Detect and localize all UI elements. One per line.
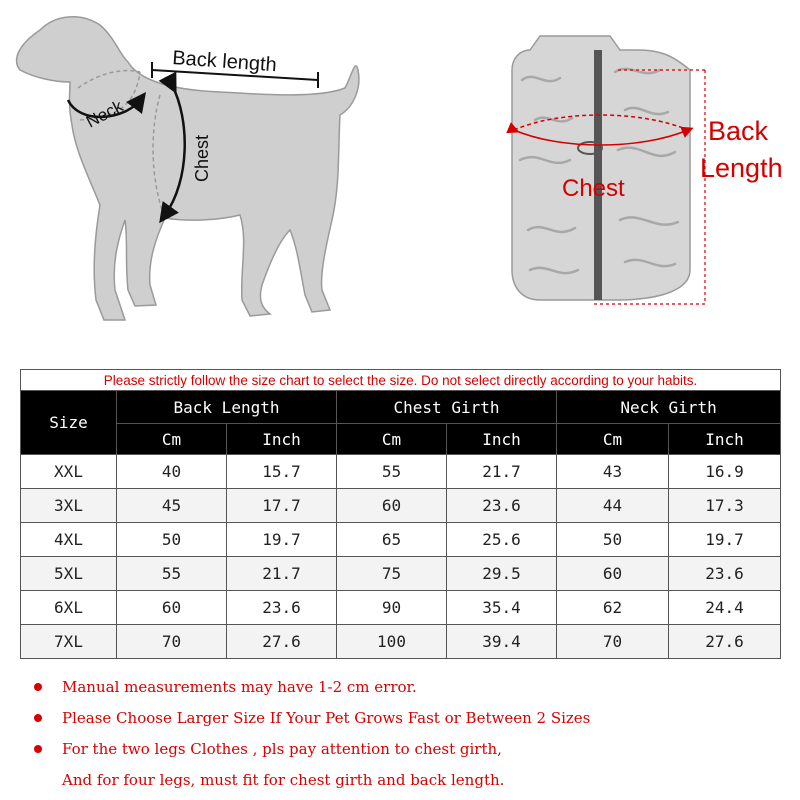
size-chart-note-row: [21, 370, 781, 391]
coat-back-label-line1: Back: [708, 116, 769, 146]
size-chart-note: Please strictly follow the size chart to select the size. Do not select directly according to your habits.: [21, 370, 781, 391]
table-cell: 70: [117, 625, 227, 659]
size-cell: 3XL: [21, 489, 117, 523]
table-cell: 50: [557, 523, 669, 557]
chest-label: Chest: [192, 134, 212, 182]
table-cell: 21.7: [447, 455, 557, 489]
table-row: [21, 625, 781, 659]
table-cell: 60: [117, 591, 227, 625]
table-cell: 62: [557, 591, 669, 625]
note-text: For the two legs Clothes , pls pay attention to chest girth,: [62, 740, 502, 758]
table-cell: 39.4: [447, 625, 557, 659]
table-row: [21, 455, 781, 489]
table-cell: 17.7: [227, 489, 337, 523]
table-cell: 15.7: [227, 455, 337, 489]
table-cell: 23.6: [447, 489, 557, 523]
table-cell: 100: [337, 625, 447, 659]
table-cell: 40: [117, 455, 227, 489]
table-cell: 19.7: [669, 523, 781, 557]
note-item: [30, 736, 790, 767]
bullet-icon: [34, 745, 42, 753]
neck-label: Neck: [82, 96, 127, 132]
table-row: [21, 523, 781, 557]
table-cell: 19.7: [227, 523, 337, 557]
note-text: Please Choose Larger Size If Your Pet Grows Fast or Between 2 Sizes: [62, 709, 591, 727]
notes-list: [30, 674, 790, 798]
table-cell: 35.4: [447, 591, 557, 625]
size-cell: XXL: [21, 455, 117, 489]
size-cell: 6XL: [21, 591, 117, 625]
table-cell: 44: [557, 489, 669, 523]
unit-header: Cm: [337, 424, 447, 455]
unit-header: Inch: [447, 424, 557, 455]
table-cell: 45: [117, 489, 227, 523]
size-chart-table: [20, 369, 781, 659]
coat-back-label-line2: Length: [700, 153, 783, 183]
bullet-icon: [34, 714, 42, 722]
table-cell: 75: [337, 557, 447, 591]
coat-illustration: [512, 36, 705, 304]
note-item: [30, 674, 790, 705]
table-cell: 43: [557, 455, 669, 489]
size-cell: 7XL: [21, 625, 117, 659]
size-cell: 4XL: [21, 523, 117, 557]
table-cell: 55: [337, 455, 447, 489]
measurement-illustrations: [0, 0, 800, 360]
note-text: And for four legs, must fit for chest girth and back length.: [62, 771, 505, 789]
table-cell: 16.9: [669, 455, 781, 489]
note-text: Manual measurements may have 1-2 cm error.: [62, 678, 417, 696]
unit-header: Inch: [227, 424, 337, 455]
table-cell: 55: [117, 557, 227, 591]
header-row-units: [21, 424, 781, 455]
unit-header: Cm: [557, 424, 669, 455]
unit-header: Cm: [117, 424, 227, 455]
unit-header: Inch: [669, 424, 781, 455]
table-cell: 50: [117, 523, 227, 557]
table-cell: 65: [337, 523, 447, 557]
table-cell: 25.6: [447, 523, 557, 557]
table-cell: 27.6: [669, 625, 781, 659]
table-cell: 24.4: [669, 591, 781, 625]
table-cell: 27.6: [227, 625, 337, 659]
table-row: [21, 591, 781, 625]
table-cell: 23.6: [669, 557, 781, 591]
table-row: [21, 557, 781, 591]
header-chest-girth: Chest Girth: [337, 391, 557, 424]
table-cell: 17.3: [669, 489, 781, 523]
table-cell: 29.5: [447, 557, 557, 591]
header-back-length: Back Length: [117, 391, 337, 424]
table-cell: 23.6: [227, 591, 337, 625]
size-cell: 5XL: [21, 557, 117, 591]
table-cell: 70: [557, 625, 669, 659]
table-cell: 60: [557, 557, 669, 591]
note-continuation: [30, 767, 790, 798]
table-row: [21, 489, 781, 523]
coat-chest-label: Chest: [562, 175, 625, 202]
note-item: [30, 705, 790, 736]
header-row-groups: [21, 391, 781, 424]
size-header: Size: [21, 391, 117, 455]
table-cell: 21.7: [227, 557, 337, 591]
table-cell: 60: [337, 489, 447, 523]
back-length-label: Back length: [171, 47, 278, 77]
table-cell: 90: [337, 591, 447, 625]
header-neck-girth: Neck Girth: [557, 391, 781, 424]
bullet-icon: [34, 683, 42, 691]
